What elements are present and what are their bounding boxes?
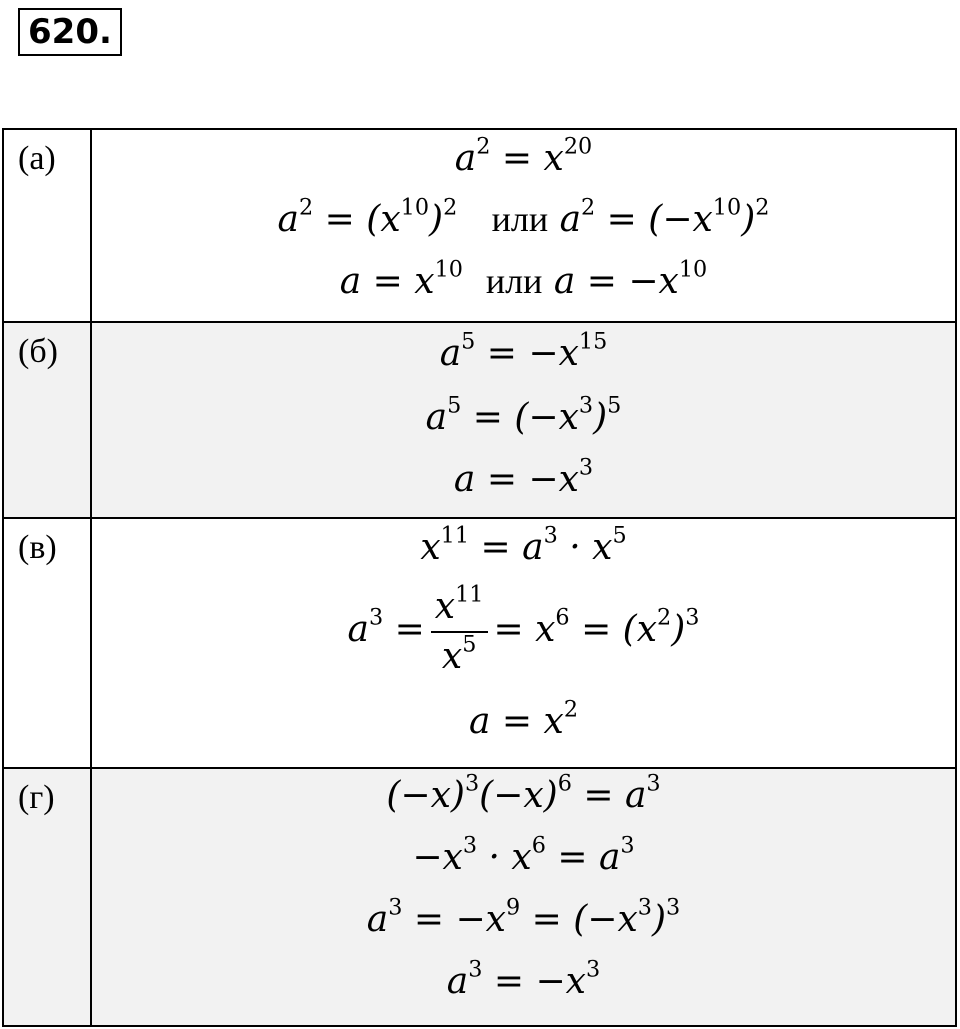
- solution-table: [2, 128, 957, 1027]
- equation-line: $a = x^2$: [468, 696, 579, 742]
- row-label: (г): [3, 768, 91, 1026]
- equation-line: $-x^3 \cdot x^6 = a^3$: [412, 832, 635, 878]
- row-work: [91, 768, 956, 1026]
- equation-line: $(-x)^3(-x)^6 = a^3$: [386, 770, 661, 816]
- row-label: (а): [3, 129, 91, 322]
- equation-line: $a^2 = x^{20}$: [454, 133, 593, 179]
- problem-number: 620.: [18, 8, 122, 56]
- equation-line: $a^5 = -x^{15}$: [439, 328, 608, 374]
- row-work: [91, 518, 956, 768]
- row-label: (в): [3, 518, 91, 768]
- row-work: [91, 322, 956, 518]
- equation-line: $a^3 = -x^9 = (-x^3)^3$: [366, 894, 681, 940]
- equation-line: $a = -x^3$: [453, 454, 594, 500]
- equation-line: $x^{11} = a^3 \cdot x^5$: [420, 522, 627, 568]
- table-row: [3, 129, 956, 322]
- equation-line: $a^3 = -x^3$: [446, 956, 601, 1002]
- fraction: $\frac{x^{11}}{x^5}$: [431, 583, 488, 681]
- row-label: (б): [3, 322, 91, 518]
- equation-line: $a^5 = (-x^3)^5$: [425, 392, 622, 438]
- table-row: [3, 768, 956, 1026]
- equation-line: $a^3$ = $\frac{x^{11}}{x^5}$ = $x^6 = (x^2)^3$: [92, 583, 955, 701]
- row-work: [91, 129, 956, 322]
- table-row: [3, 518, 956, 768]
- table-row: [3, 322, 956, 518]
- equation-line: $a = x^{10}$ или $a = -x^{10}$: [339, 256, 708, 302]
- equation-line: $a^2 = (x^{10})^2$ или $a^2 = (-x^{10})^2$: [277, 194, 770, 240]
